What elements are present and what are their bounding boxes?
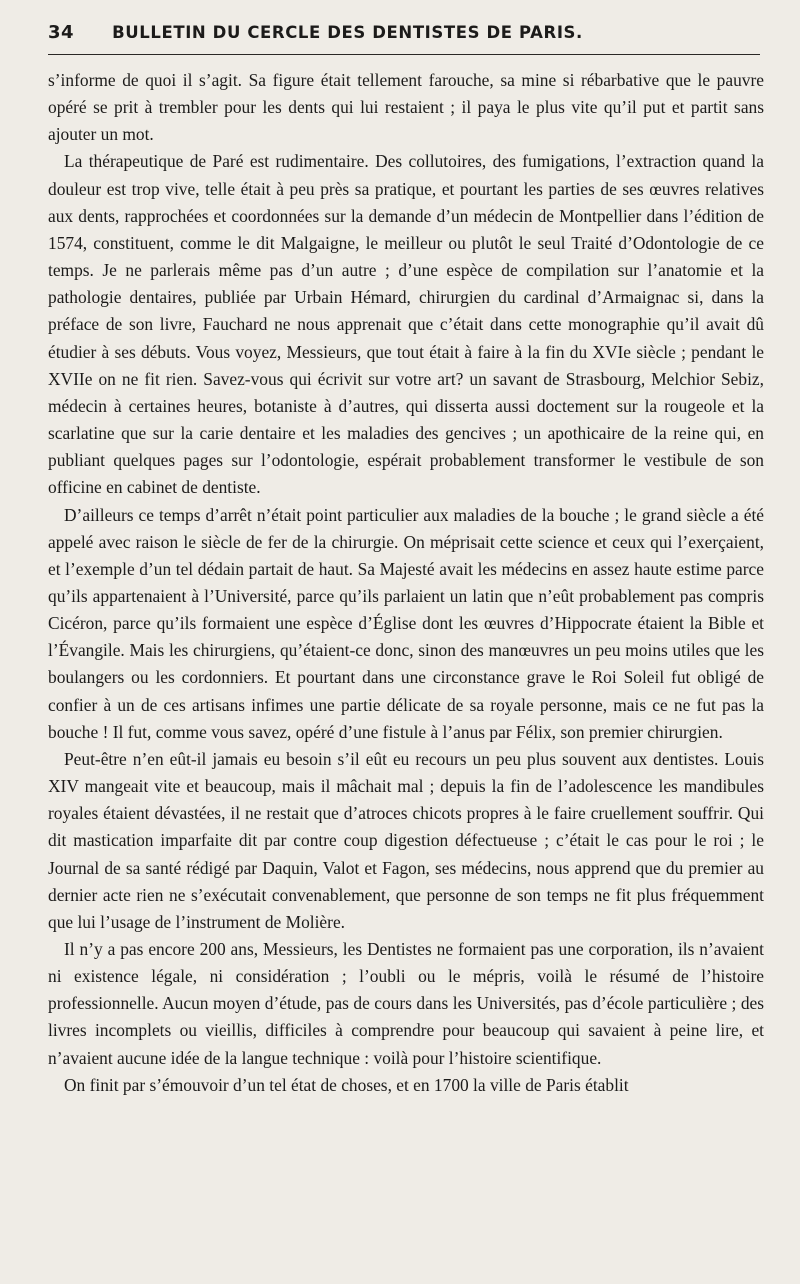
paragraph-pare-therapeutics: La thérapeutique de Paré est rudimentaire. Des collutoires, des fumigations, l’extraction quand la douleur est trop vive, telle était à peu près sa pratique, et pourtant les parties de ses œuvres relatives aux dents, rapprochées et coordonnées sur la demande d’un médecin de Montpellier dans l’édition de 1574, constituent, comme le dit Malgaigne, le meilleur ou plutôt le seul Traité d’Odontologie de ce temps. Je ne parlerais même pas d’un autre ; d’une espèce de compilation sur l’anatomie et la pathologie dentaires, publiée par Urbain Hémard, chirurgien du cardinal d’Armaignac si, dans la préface de son livre, Fauchard ne nous apprenait que c’était dans cette monographie qu’il avait dû étudier à ses débuts. Vous voyez, Messieurs, que tout était à faire à la fin du XVIe siècle ; pendant le XVIIe on ne fit rien. Savez-vous qui écrivit sur votre art? un savant de Strasbourg, Melchior Sebiz, médecin à certaines heures, botaniste à d’autres, qui disserta aussi doctement sur la rougeole et la scarlatine que sur la carie dentaire et les maladies des gencives ; un apothicaire de la reine qui, en publiant quelques pages sur l’odontologie, espérait probablement transformer le vestibule de son officine en cabinet de dentiste.	[48, 151, 764, 498]
body-text	[48, 67, 764, 1099]
page-header	[48, 22, 762, 52]
paragraph-1700: On finit par s’émouvoir d’un tel état de choses, et en 1700 la ville de Paris établit	[64, 1074, 629, 1095]
paragraph-grand-siecle: D’ailleurs ce temps d’arrêt n’était point particulier aux maladies de la bouche ; le grand siècle a été appelé avec raison le siècle de fer de la chirurgie. On méprisait cette science et ceux qui l’exerçaient, et l’exemple d’un tel dédain partait de haut. Sa Majesté avait les médecins en assez haute estime parce qu’ils appartenaient à l’Université, parce qu’ils parlaient un latin que n’eût probablement pas compris Cicéron, parce qu’ils formaient une espèce d’Église dont les œuvres d’Hippocrate étaient la Bible et l’Évangile. Mais les chirurgiens, qu’étaient-ce donc, sinon des manœuvres un peu moins utiles que les boulangers ou les cordonniers. Et pourtant dans une circonstance grave le Roi Soleil fut obligé de confier à un de ces artisans infimes une partie délicate de sa royale personne, mais ce ne fut pas la bouche ! Il fut, comme vous savez, opéré d’une fistule à l’anus par Félix, son premier chirurgien.	[48, 504, 764, 742]
header-rule	[48, 54, 760, 55]
page-number: 34	[48, 22, 75, 43]
paragraph-continuation: s’informe de quoi il s’agit. Sa figure était tellement farouche, sa mine si rébarbative que le pauvre opéré se prit à trembler pour les dents qui lui restaient ; il paya le plus vite qu’il put et partit sans ajouter un mot.	[48, 70, 764, 145]
paragraph-corporation: Il n’y a pas encore 200 ans, Messieurs, les Dentistes ne formaient pas une corporation, ils n’avaient ni existence légale, ni considération ; l’oubli ou le mépris, voilà le résumé de l’histoire professionnelle. Aucun moyen d’étude, pas de cours dans les Universités, pas d’école particulière ; des livres incomplets ou vieillis, difficiles à comprendre pour beaucoup qui savaient à peine lire, et n’avaient aucune idée de la langue technique : voilà pour l’histoire scientifique.	[48, 939, 764, 1068]
running-title: BULLETIN DU CERCLE DES DENTISTES DE PARIS.	[112, 23, 583, 42]
paragraph-louis-xiv: Peut-être n’en eût-il jamais eu besoin s’il eût eu recours un peu plus souvent aux dentistes. Louis XIV mangeait vite et beaucoup, mais il mâchait mal ; depuis la fin de l’adolescence les mandibules royales étaient dévastées, il ne restait que d’atroces chicots propres à le faire cruellement souffrir. Qui dit mastication imparfaite dit par contre coup digestion défectueuse ; c’était le cas pour le roi ; le Journal de sa santé rédigé par Daquin, Valot et Fagon, ses médecins, nous apprend que du premier au dernier acte rien ne s’exécutait convenablement, que personne de son temps ne fit plus fréquemment que lui l’usage de l’instrument de Molière.	[48, 748, 764, 932]
